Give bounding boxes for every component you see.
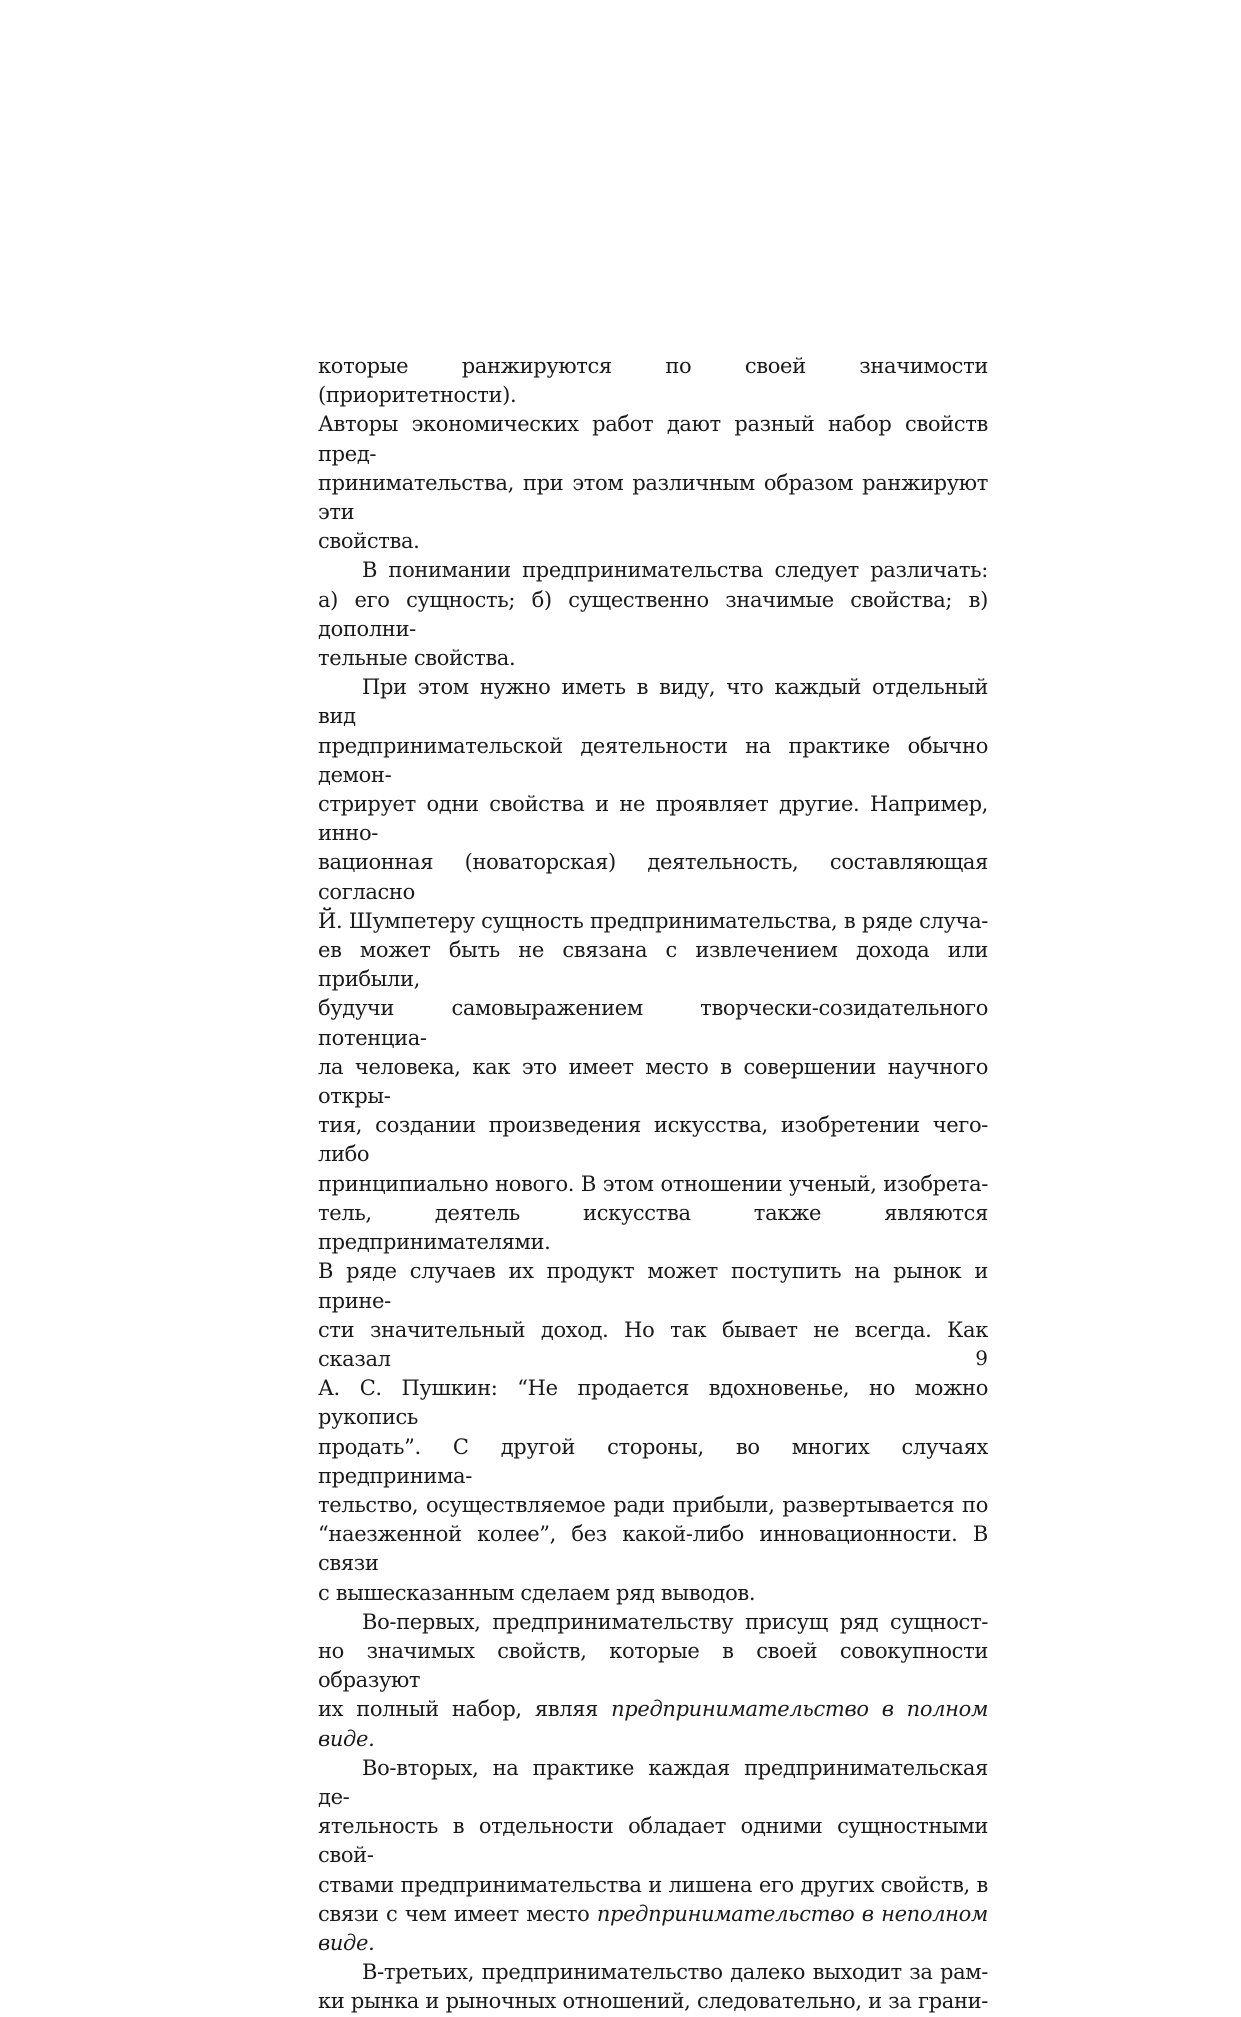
text-line: тельство, осуществляемое ради прибыли, развертывается по xyxy=(318,1492,988,1517)
text-line xyxy=(318,556,988,585)
italic-emphasis: виде. xyxy=(318,1930,375,1955)
text-line: а) его сущность; б) существенно значимые свойства; в) дополни- xyxy=(318,587,988,641)
text-line-content: В-третьих, предпринимательство далеко выходит за рам- xyxy=(362,1960,988,1985)
text-line: ки рынка и рыночных отношений, следовательно, и за грани- xyxy=(318,1989,988,2014)
text-line: которые ранжируются по своей значимости (приоритетности). xyxy=(318,354,988,408)
text-line: продать”. С другой стороны, во многих случаях предпринима- xyxy=(318,1434,988,1488)
text-line-content: связи с чем имеет место xyxy=(318,1901,597,1926)
text-line xyxy=(318,673,988,731)
text-line xyxy=(318,1929,988,1958)
body-text xyxy=(318,352,988,2017)
text-line: ятельность в отдельности обладает одними сущностными свой- xyxy=(318,1814,988,1868)
text-line: ла человека, как это имеет место в совершении научного откры- xyxy=(318,1054,988,1109)
text-line-content: В понимании предпринимательства следует различать: xyxy=(362,558,988,583)
text-line: тельные свойства. xyxy=(318,646,516,671)
text-line: ствами предпринимательства и лишена его других свойств, в xyxy=(318,1872,988,1897)
text-line: стрирует одни свойства и не проявляет другие. Например, инно- xyxy=(318,792,988,846)
text-line: принимательства, при этом различным образом ранжируют эти xyxy=(318,470,988,525)
text-line: с вышесказанным сделаем ряд выводов. xyxy=(318,1580,756,1605)
text-line xyxy=(318,1754,988,1812)
text-line-content: Во-вторых, на практике каждая предпринимательская де- xyxy=(318,1755,988,1809)
text-line: В ряде случаев их продукт может поступить на рынок и прине- xyxy=(318,1259,988,1313)
text-line: Й. Шумпетеру сущность предпринимательства, в ряде случа- xyxy=(318,908,988,933)
text-line: будучи самовыражением творчески-созидательного потенциа- xyxy=(318,996,988,1050)
text-line: “наезженной колее”, без какой-либо инновационности. В связи xyxy=(318,1522,988,1576)
text-line: А. С. Пушкин: “Не продается вдохновенье, но можно рукопись xyxy=(318,1376,988,1430)
text-line: сти значительный доход. Но так бывает не всегда. Как сказал xyxy=(318,1317,988,1371)
text-line xyxy=(318,1695,988,1753)
text-line: свойства. xyxy=(318,529,420,554)
text-line: тель, деятель искусства также являются предпринимателями. xyxy=(318,1200,988,1255)
text-line: но значимых свойств, которые в своей совокупности образуют xyxy=(318,1638,988,1693)
text-line-content: Во-первых, предпринимательству присущ ряд сущност- xyxy=(362,1609,988,1634)
text-line xyxy=(318,1900,988,1929)
text-line-content: При этом нужно иметь в виду, что каждый отдельный вид xyxy=(318,675,988,729)
text-line-content: их полный набор, являя xyxy=(318,1697,612,1722)
italic-emphasis: предпринимательство в полном виде. xyxy=(318,1697,989,1751)
text-line: предпринимательской деятельности на практике обычно демон- xyxy=(318,733,988,787)
text-line xyxy=(318,1608,988,1637)
text-line: ев может быть не связана с извлечением дохода или прибыли, xyxy=(318,938,988,992)
page-number: 9 xyxy=(975,1346,988,1370)
text-line xyxy=(318,1958,988,1987)
text-line: тия, создании произведения искусства, изобретении чего-либо xyxy=(318,1113,988,1167)
text-line: Авторы экономических работ дают разный набор свойств пред- xyxy=(318,412,988,466)
text-line: вационная (новаторская) деятельность, составляющая согласно xyxy=(318,850,988,904)
italic-emphasis: предпринимательство в неполном xyxy=(596,1901,988,1926)
text-line: принципиально нового. В этом отношении ученый, изобрета- xyxy=(318,1171,988,1196)
